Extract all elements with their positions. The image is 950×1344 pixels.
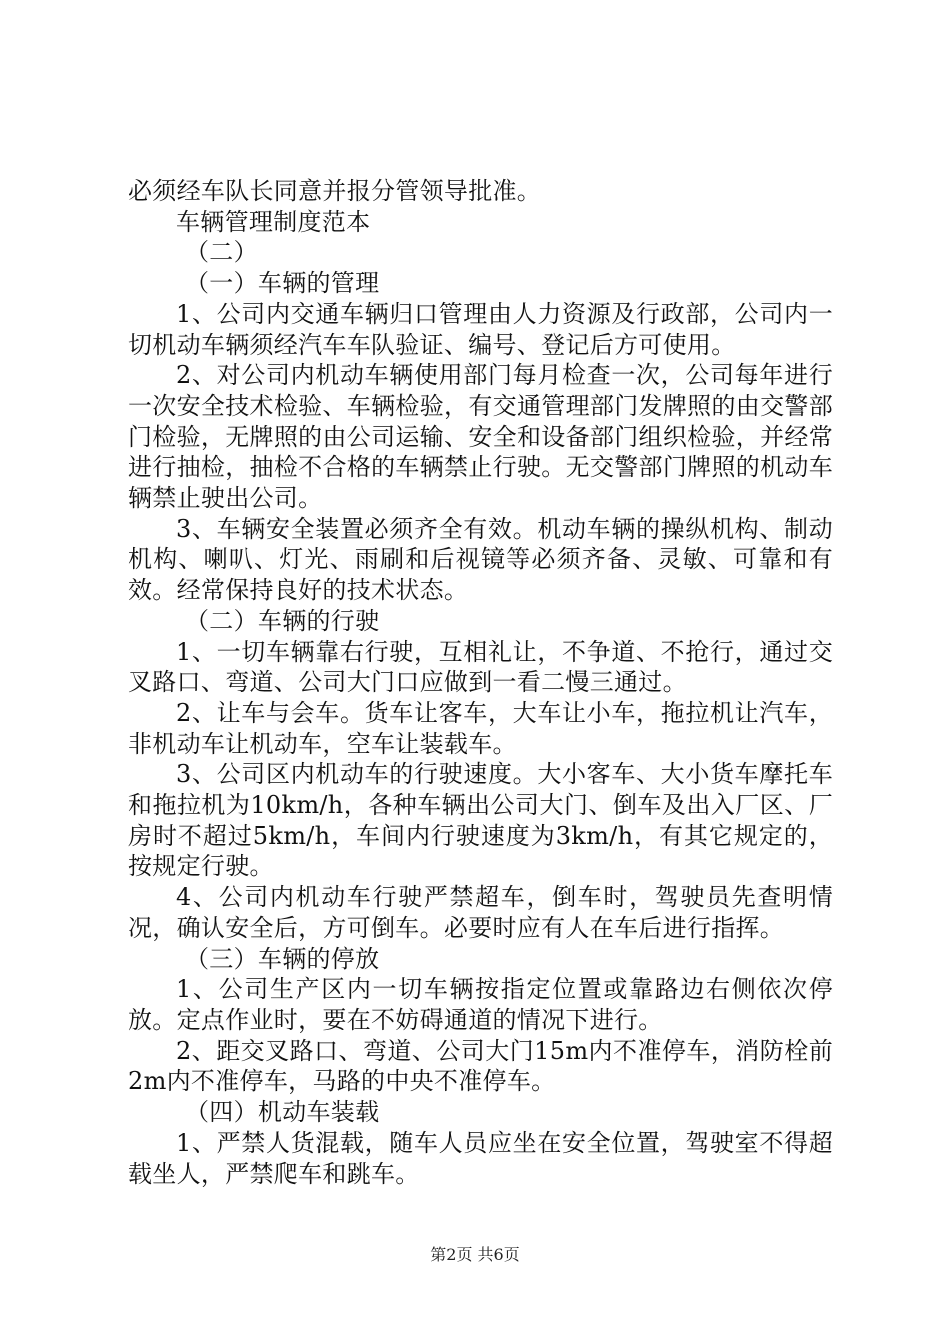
section-heading-management: （一）车辆的管理 — [185, 269, 380, 298]
paragraph: 1、严禁人货混载，随车人员应坐在安全位置，驾驶室不得超载坐人，严禁爬车和跳车。 — [128, 1128, 833, 1188]
paragraph: 1、公司生产区内一切车辆按指定位置或靠路边右侧依次停放。定点作业时，要在不妨碍通道的情况下进行。 — [128, 975, 833, 1034]
paragraph: 1、公司内交通车辆归口管理由人力资源及行政部，公司内一切机动车辆须经汽车车队验证、编号、登记后方可使用。 — [128, 299, 833, 359]
page-footer: 第2页 共6页 — [430, 1245, 520, 1264]
paragraph: 2、让车与会车。货车让客车，大车让小车，拖拉机让汽车，非机动车让机动车，空车让装载车。 — [128, 698, 833, 758]
document-title: 车辆管理制度范本 — [176, 207, 371, 236]
paragraph-continuation: 必须经车队长同意并报分管领导批准。 — [128, 177, 542, 205]
paragraph: 3、公司区内机动车的行驶速度。大小客车、大小货车摩托车和拖拉机为10km/h，各种车辆出公司大门、倒车及出入厂区、厂房时不超过5km/h，车间内行驶速度为3km/h，有其它规定的，按规定行驶。 — [128, 760, 833, 881]
paragraph: 2、距交叉路口、弯道、公司大门15m内不准停车，消防栓前2m内不准停车，马路的中央不准停车。 — [128, 1036, 833, 1096]
section-heading-loading: （四）机动车装载 — [185, 1098, 380, 1127]
document-body — [128, 176, 833, 1189]
paragraph: 4、公司内机动车行驶严禁超车，倒车时，驾驶员先查明情况，确认安全后，方可倒车。必要时应有人在车后进行指挥。 — [128, 883, 833, 942]
paragraph: 3、车辆安全装置必须齐全有效。机动车辆的操纵机构、制动机构、喇叭、灯光、雨刷和后视镜等必须齐备、灵敏、可靠和有效。经常保持良好的技术状态。 — [128, 514, 833, 605]
title-number: （二） — [185, 238, 258, 267]
section-heading-parking: （三）车辆的停放 — [185, 944, 380, 973]
paragraph: 2、对公司内机动车辆使用部门每月检查一次，公司每年进行一次安全技术检验、车辆检验，有交通管理部门发牌照的由交警部门检验，无牌照的由公司运输、安全和设备部门组织检验，并经常进行抽检，抽检不合格的车辆禁止行驶。无交警部门牌照的机动车辆禁止驶出公司。 — [128, 361, 833, 513]
section-heading-driving: （二）车辆的行驶 — [185, 606, 380, 635]
paragraph: 1、一切车辆靠右行驶，互相礼让，不争道、不抢行，通过交叉路口、弯道、公司大门口应做到一看二慢三通过。 — [128, 637, 833, 697]
